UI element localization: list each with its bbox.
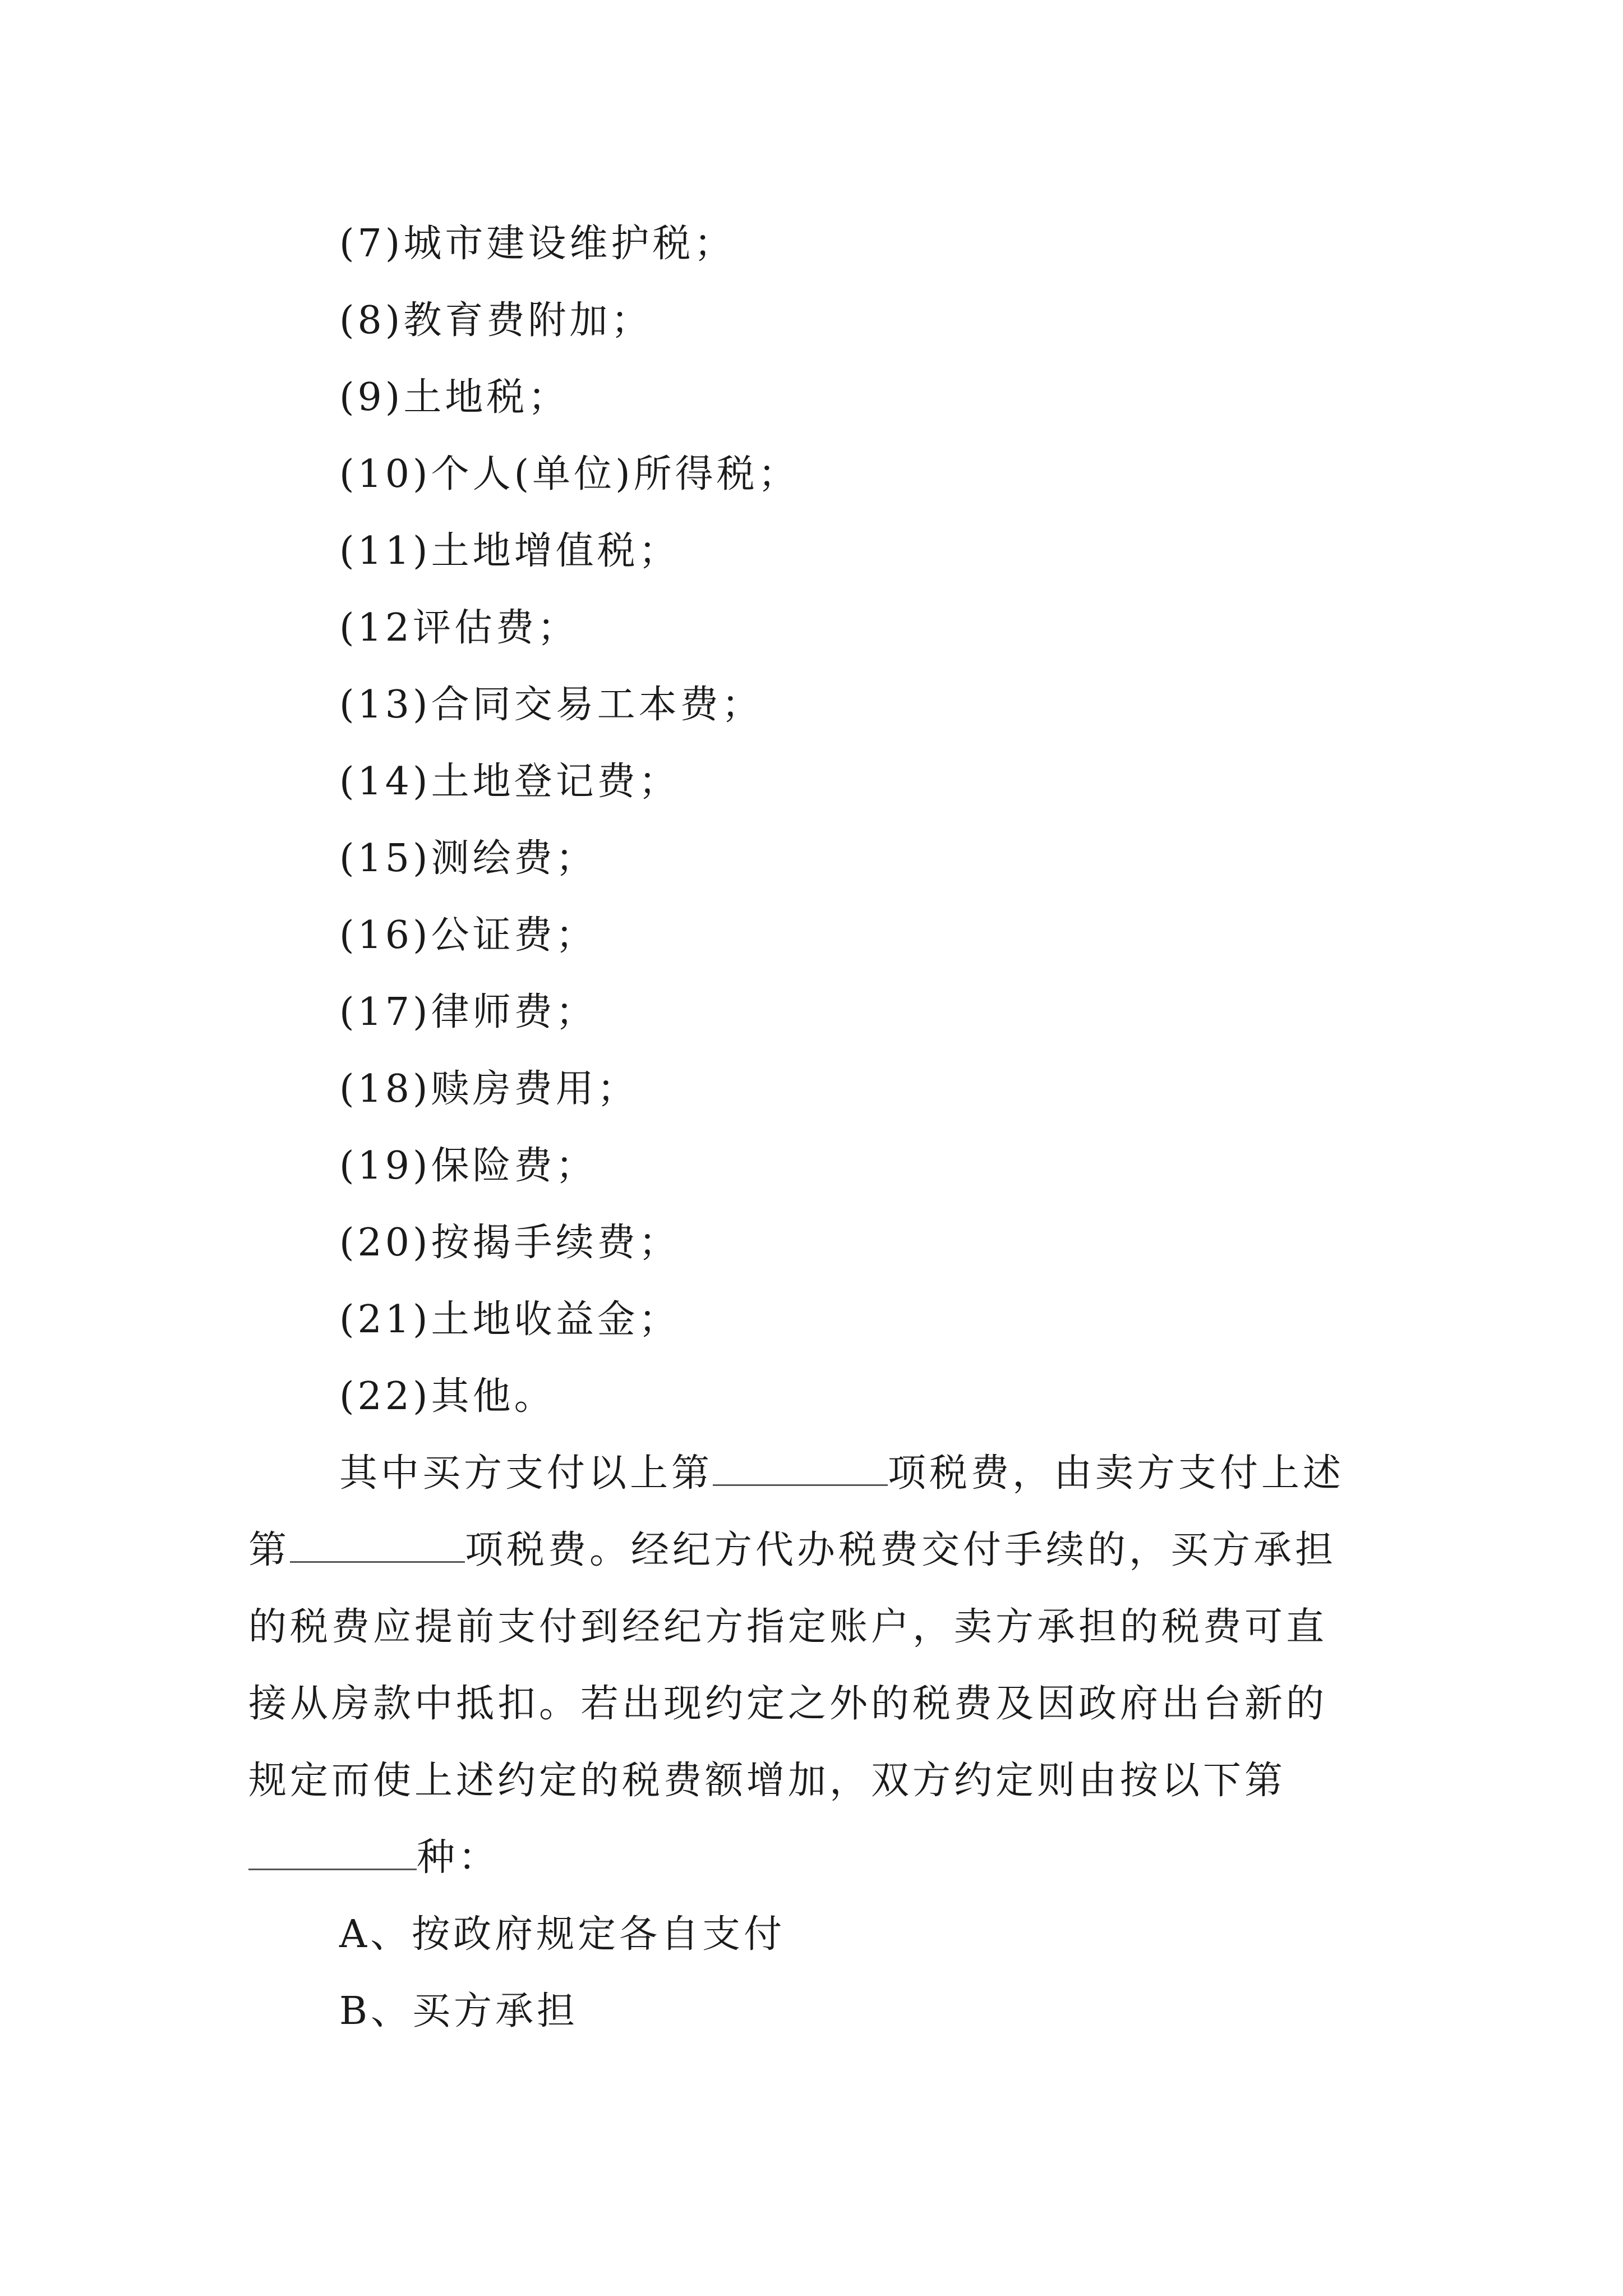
paragraph-text: 第 [248,1528,291,1572]
option-b: B、买方承担 [339,1989,578,2033]
list-item: (10)个人(单位)所得税； [339,452,800,496]
list-item: (20)按揭手续费； [339,1221,680,1265]
paragraph-text: 项税费，由卖方支付上述 [888,1451,1345,1496]
list-item: (14)土地登记费； [339,760,680,804]
paragraph-text: 种： [417,1835,500,1880]
list-item: (7)城市建设维护税； [339,222,736,266]
paragraph-line: 规定而使上述约定的税费额增加，双方约定则由按以下第 [248,1759,1287,1803]
fill-in-blank[interactable] [290,1527,465,1563]
list-item: (17)律师费； [339,990,597,1034]
paragraph-text: 项税费。经纪方代办税费交付手续的，买方承担 [465,1528,1337,1572]
list-item: (11)土地增值税； [339,529,680,573]
paragraph-text: 其中买方支付以上第 [339,1451,713,1496]
list-item: (15)测绘费； [339,836,597,881]
paragraph-line [248,1522,1336,1579]
paragraph-line [248,1830,500,1886]
option-a: A、按政府规定各自支付 [339,1912,786,1957]
list-item: (22)其他。 [339,1374,556,1419]
list-item: (9)土地税； [339,375,570,420]
list-item: (8)教育费附加； [339,298,653,343]
list-item: (16)公证费； [339,913,597,958]
list-item: (19)保险费； [339,1144,597,1188]
paragraph-line: 接从房款中抵扣。若出现约定之外的税费及因政府出台新的 [248,1682,1328,1726]
fill-in-blank[interactable] [713,1451,888,1486]
list-item: (13)合同交易工本费； [339,683,763,727]
list-item: (18)赎房费用； [339,1067,639,1111]
paragraph-line [339,1446,1344,1502]
list-item: (21)土地收益金； [339,1297,680,1342]
list-item: (12评估费； [339,606,579,650]
paragraph-line: 的税费应提前支付到经纪方指定账户，卖方承担的税费可直 [248,1605,1328,1649]
fill-in-blank[interactable] [248,1835,417,1870]
